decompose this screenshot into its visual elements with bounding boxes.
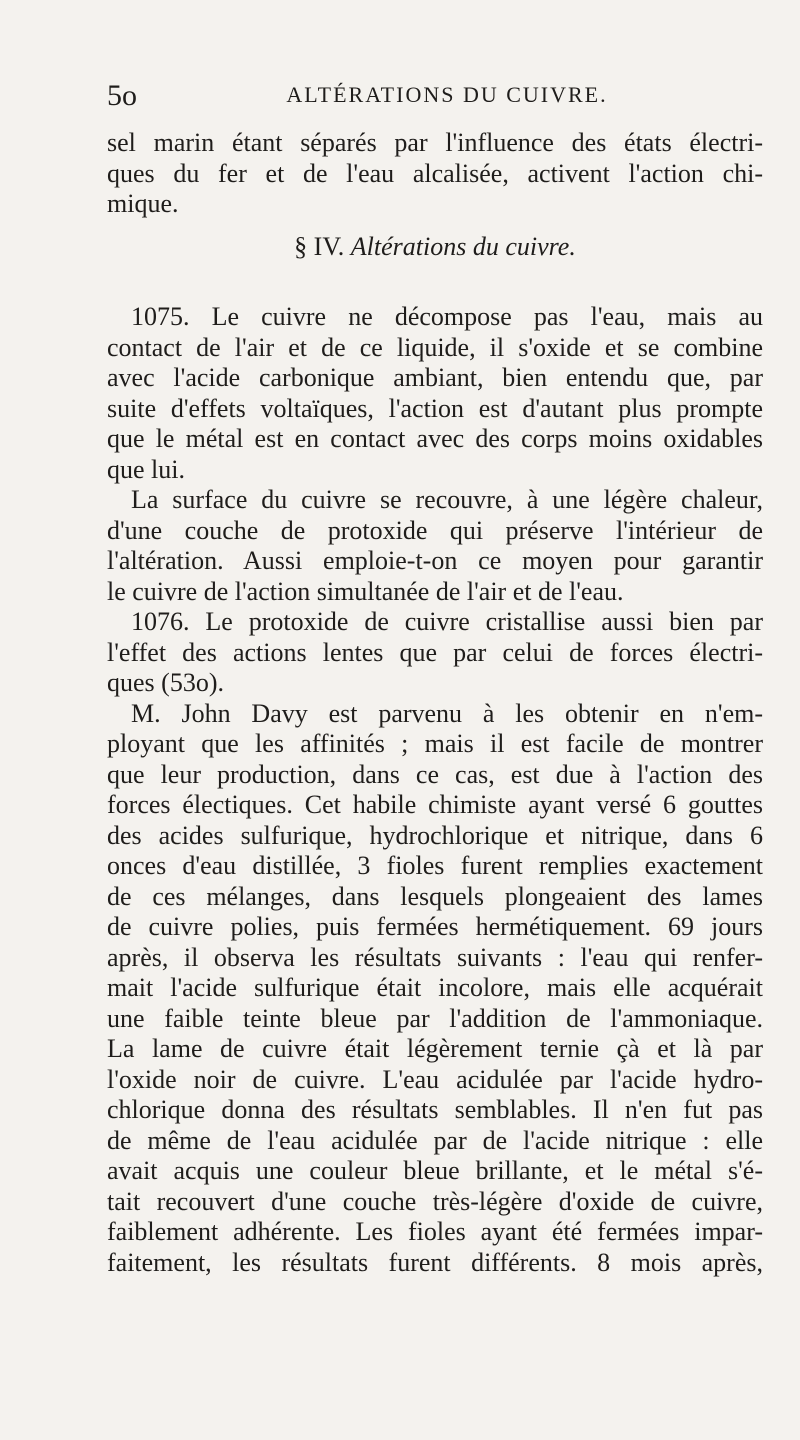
paragraph-davy <box>107 699 763 1279</box>
text-line: ployant que les affinités ; mais il est facile de montrer <box>107 729 763 758</box>
text-line: M. John Davy est parvenu à les obtenir en n'em- <box>131 698 763 728</box>
page-header <box>107 78 747 118</box>
text-line: ques (53o). <box>107 668 224 697</box>
text-line: l'altération. Aussi emploie-t-on ce moyen pour garantir <box>107 546 763 575</box>
text-line: ques du fer et de l'eau alcalisée, activent l'action chi- <box>107 158 763 188</box>
text-line: le cuivre de l'action simultanée de l'air et de l'eau. <box>107 576 624 606</box>
text-line: suite d'effets voltaïques, l'action est d'autant plus prompte <box>107 393 763 423</box>
text-line: de ces mélanges, dans lesquels plongeaient des lames <box>107 881 763 911</box>
section-title: Altérations du cuivre. <box>350 231 576 261</box>
text-line: que lui. <box>107 454 185 484</box>
section-mark: § IV. <box>294 231 345 261</box>
text-line: sel marin étant séparés par l'influence des états électri- <box>107 128 763 157</box>
text-line: faitement, les résultats furent différents. 8 mois après, <box>107 1247 763 1277</box>
text-line: que le métal est en contact avec des corps moins oxidables <box>107 424 763 453</box>
text-line: tait recouvert d'une couche très-légère d'oxide de cuivre, <box>107 1186 763 1216</box>
text-line: l'effet des actions lentes que par celui de forces électri- <box>107 637 763 667</box>
body-text <box>107 128 763 1278</box>
text-line: mait l'acide sulfurique était incolore, mais elle acquérait <box>107 973 763 1002</box>
text-line: La surface du cuivre se recouvre, à une légère chaleur, <box>131 485 763 514</box>
text-line: onces d'eau distillée, 3 fioles furent remplies exactement <box>107 851 763 880</box>
text-line: après, il observa les résultats suivants : l'eau qui renfer- <box>107 942 763 972</box>
paragraph-surface <box>107 485 763 607</box>
text-line: chlorique donna des résultats semblables. Il n'en fut pas <box>107 1095 763 1124</box>
text-line: faiblement adhérente. Les fioles ayant été fermées impar- <box>107 1217 763 1246</box>
text-line: l'oxide noir de cuivre. L'eau acidulée par l'acide hydro- <box>107 1064 763 1094</box>
paragraph-1075 <box>107 302 763 485</box>
text-line: d'une couche de protoxide qui préserve l'intérieur de <box>107 515 763 545</box>
paragraph-1076 <box>107 607 763 699</box>
text-line: mique. <box>107 189 179 218</box>
running-head: ALTÉRATIONS DU CUIVRE. <box>286 82 608 107</box>
text-line: de cuivre polies, puis fermées hermétiquement. 69 jours <box>107 912 763 941</box>
text-line: 1075. Le cuivre ne décompose pas l'eau, mais au <box>131 302 763 331</box>
text-line: contact de l'air et de ce liquide, il s'oxide et se combine <box>107 332 763 362</box>
intro-paragraph <box>107 128 763 220</box>
page-number: 5o <box>107 79 137 112</box>
text-line: 1076. Le protoxide de cuivre cristallise aussi bien par <box>131 607 763 636</box>
section-heading <box>107 232 763 263</box>
text-line: avec l'acide carbonique ambiant, bien entendu que, par <box>107 363 763 392</box>
text-line: avait acquis une couleur bleue brillante, et le métal s'é- <box>107 1156 763 1185</box>
text-line: forces électiques. Cet habile chimiste ayant versé 6 gouttes <box>107 790 763 819</box>
text-line: que leur production, dans ce cas, est due à l'action des <box>107 759 763 789</box>
text-line: des acides sulfurique, hydrochlorique et nitrique, dans 6 <box>107 820 763 850</box>
text-line: de même de l'eau acidulée par de l'acide nitrique : elle <box>107 1125 763 1155</box>
text-line: une faible teinte bleue par l'addition de l'ammoniaque. <box>107 1003 763 1033</box>
text-line: La lame de cuivre était légèrement ternie çà et là par <box>107 1034 763 1063</box>
